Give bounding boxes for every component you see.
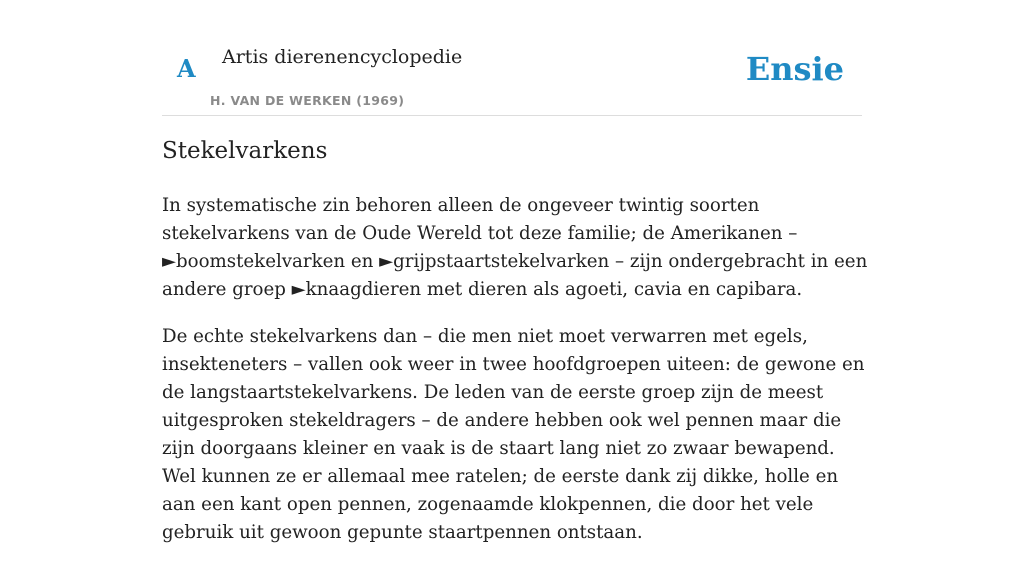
article-paragraph-2: De echte stekelvarkens dan – die men niet moet verwarren met egels, insekteneters – vallen ook weer in twee hoofdgroepen uiteen: de gewone en de langstaartstekelvarkens. De leden van de eerste groep zijn de meest uitgesproken stekeldragers – de andere hebben ook wel pennen maar die zijn doorgaans kleiner en vaak is de staart lang niet zo zwaar bewapend. Wel kunnen ze er allemaal mee ratelen; de eerste dank zij dikke, holle en aan een kant open pennen, zogenaamde klokpennen, die door het vele gebruik uit gewoon gepunte staartpennen ontstaan. <box>162 326 865 543</box>
book-title-link[interactable]: Artis dierenencyclopedie <box>222 46 463 68</box>
article-title: Stekelvarkens <box>162 138 328 164</box>
book-author: H. VAN DE WERKEN (1969) <box>210 93 405 108</box>
book-header <box>162 40 862 116</box>
book-letter-icon[interactable]: A <box>177 54 196 83</box>
article-paragraph-1: In systematische zin behoren alleen de ongeveer twintig soorten stekelvarkens van de Oude Wereld tot deze familie; de Amerikanen – ►boomstekelvarken en ►grijpstaartstekelvarken – zijn ondergebracht in een andere groep ►knaagdieren met dieren als agoeti, cavia en capibara. <box>162 195 868 300</box>
ensie-logo-link[interactable]: Ensie <box>745 50 844 88</box>
article-body <box>162 192 872 566</box>
